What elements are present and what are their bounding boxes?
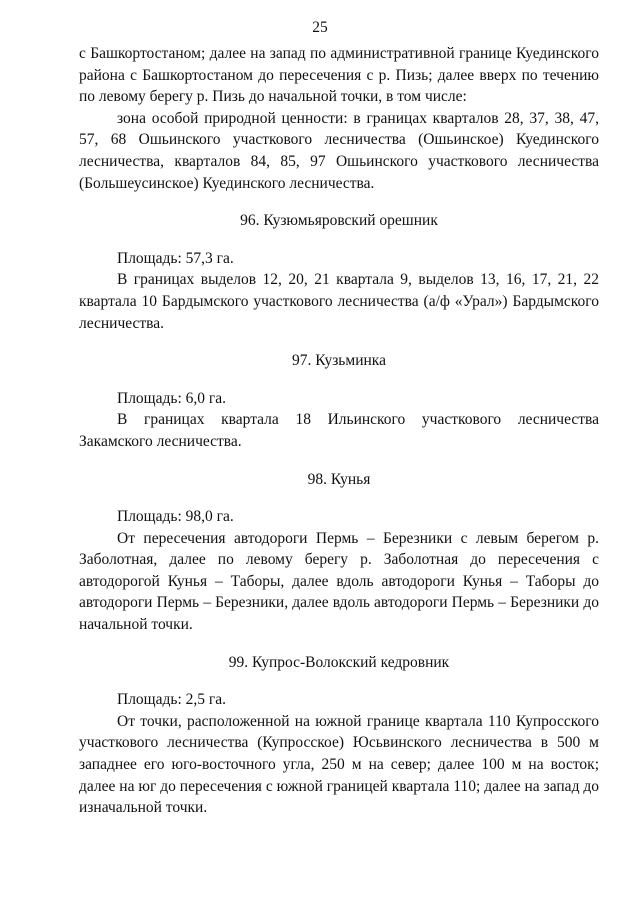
section-heading: 96. Кузюмьяровский орешник	[240, 212, 438, 230]
section-heading: 98. Кунья	[307, 470, 371, 488]
section-area: Площадь: 2,5 га.	[117, 691, 226, 709]
section-area: Площадь: 6,0 га.	[117, 389, 226, 407]
section-area: Площадь: 98,0 га.	[117, 508, 234, 526]
section-description: От пересечения автодороги Пермь – Березники с левым берегом р. Заболотная, далее по левому берегу р. Заболотная до пересечения с автодорогой Кунья – Таборы, далее вдоль автодороги Кунья – Таборы до автодороги Пермь – Березники, далее вдоль автодороги Пермь – Березники до начальной точки.	[79, 529, 599, 634]
section-description: В границах выделов 12, 20, 21 квартала 9, выделов 13, 16, 17, 21, 22 квартала 10 Бардымского участкового лесничества (а/ф «Урал») Бардымского лесничества.	[79, 271, 599, 332]
intro-paragraph: с Башкортостаном; далее на запад по административной границе Куединского района с Башкортостаном до пересечения с р. Пизь; далее вверх по течению по левому берегу р. Пизь до начальной точки, в том числе:	[79, 45, 599, 106]
section-heading: 99. Купрос-Волокский кедровник	[228, 653, 450, 671]
section-description: От точки, расположенной на южной границе квартала 110 Купросского участкового лесничества (Купросское) Юсьвинского лесничества в 500 м западнее его юго-восточного угла, 250 м на север; далее 100 м на восток; далее на юг до пересечения с южной границей квартала 110; далее на запад до изначальной точки.	[79, 712, 599, 817]
page-number: 25	[312, 19, 328, 36]
intro-zone-paragraph: зона особой природной ценности: в границах кварталов 28, 37, 38, 47, 57, 68 Ошьинского участкового лесничества (Ошьинское) Куединского лесничества, кварталов 84, 85, 97 Ошьинского участкового лесничества (Большеусинское) Куединского лесничества.	[79, 109, 599, 192]
section-description: В границах квартала 18 Ильинского участкового лесничества Закамского лесничества.	[79, 411, 599, 450]
section-heading: 97. Кузьминка	[292, 352, 386, 370]
section-area: Площадь: 57,3 га.	[117, 249, 234, 267]
document-body	[79, 43, 599, 819]
